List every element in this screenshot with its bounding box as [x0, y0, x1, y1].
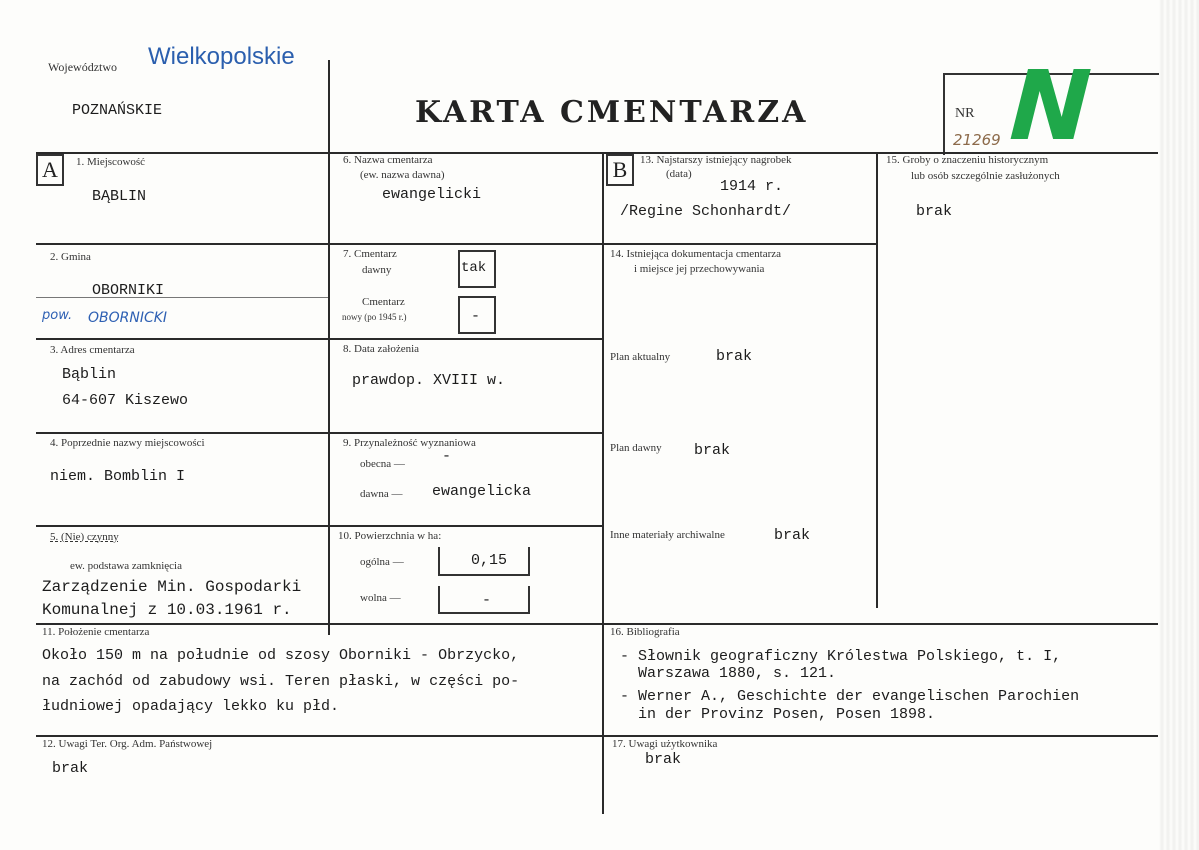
f10-wolna-value: -	[482, 592, 492, 609]
f9-obecna-label: obecna —	[360, 458, 405, 470]
f1-label: 1. Miejscowość	[76, 156, 146, 168]
f2-label: 2. Gmina	[50, 251, 91, 263]
f11-label: 11. Położenie cmentarza	[42, 626, 150, 638]
nr-label: NR	[955, 106, 975, 121]
divider	[36, 623, 1158, 625]
f17-label: 17. Uwagi użytkownika	[612, 738, 718, 750]
f16-item1-line2: Warszawa 1880, s. 121.	[620, 665, 837, 682]
section-b-box: B	[606, 154, 634, 186]
f11-line1: Około 150 m na południe od szosy Oborniki - Obrzycko,	[42, 647, 520, 664]
f4-label: 4. Poprzednie nazwy miejscowości	[50, 437, 205, 449]
f6-label: 6. Nazwa cmentarza	[343, 154, 433, 166]
divider	[328, 60, 330, 635]
f14-plan-aktualny-value: brak	[716, 348, 753, 365]
f14-inne-value: brak	[774, 527, 811, 544]
divider	[36, 297, 328, 298]
f1-value: BĄBLIN	[92, 188, 147, 205]
f15-sublabel: lub osób szczególnie zasłużonych	[911, 170, 1060, 182]
f9-dawna-label: dawna —	[360, 488, 403, 500]
f8-value: prawdop. XVIII w.	[352, 372, 506, 389]
f15-value: brak	[916, 203, 953, 220]
paper-edge	[1159, 0, 1199, 850]
f13-sublabel: (data)	[666, 168, 692, 180]
f13-label: 13. Najstarszy istniejący nagrobek	[640, 154, 792, 166]
voivodeship-label: Województwo	[48, 60, 118, 74]
f12-value: brak	[52, 760, 89, 777]
f13-value2: /Regine Schonhardt/	[620, 203, 792, 220]
divider	[36, 338, 602, 340]
divider	[876, 152, 878, 608]
f11-line3: łudniowej opadający lekko ku płd.	[42, 698, 340, 715]
f9-obecna-value: -	[442, 448, 452, 465]
f5-label: 5. (Nie) czynny	[50, 531, 119, 543]
f17-value: brak	[645, 751, 682, 768]
f11-line2: na zachód od zabudowy wsi. Teren płaski, w części po-	[42, 673, 520, 690]
f7-dawny-value: tak	[461, 260, 487, 276]
f7-dawny-label: dawny	[362, 264, 392, 276]
f14-plan-aktualny-label: Plan aktualny	[610, 351, 671, 363]
f3-line2: 64-607 Kiszewo	[62, 392, 189, 409]
f8-label: 8. Data założenia	[343, 343, 420, 355]
f10-wolna-label: wolna —	[360, 592, 401, 604]
f5-sublabel: ew. podstawa zamknięcia	[70, 560, 182, 572]
f3-line1: Bąblin	[62, 366, 117, 383]
f10-ogolna-label: ogólna —	[360, 556, 404, 568]
f14-label: 14. Istniejąca dokumentacja cmentarza	[610, 248, 782, 260]
f5-line1: Zarządzenie Min. Gospodarki	[42, 578, 302, 596]
f15-label: 15. Groby o znaczeniu historycznym	[886, 154, 1049, 166]
divider	[602, 243, 876, 245]
f14-inne-label: Inne materiały archiwalne	[610, 529, 725, 541]
f9-dawna-value: ewangelicka	[432, 483, 532, 500]
f14-plan-dawny-value: brak	[694, 442, 731, 459]
f7-nowy-value: -	[471, 308, 481, 325]
f10-ogolna-value: 0,15	[471, 552, 508, 569]
nr-number: 21269	[953, 131, 1001, 149]
f5-line2: Komunalnej z 10.03.1961 r.	[42, 601, 292, 619]
f2-value: OBORNIKI	[92, 282, 165, 299]
divider	[36, 735, 1158, 737]
f14-sublabel: i miejsce jej przechowywania	[634, 263, 765, 275]
divider	[602, 152, 604, 814]
divider	[36, 432, 602, 434]
f9-label: 9. Przynależność wyznaniowa	[343, 437, 476, 449]
f16-item2-line1: - Werner A., Geschichte der evangelischen Parochien	[620, 688, 1080, 705]
f3-label: 3. Adres cmentarza	[50, 344, 135, 356]
f2-pow-value: OBORNICKI	[88, 310, 168, 326]
f16-item2-line2: in der Provinz Posen, Posen 1898.	[620, 706, 936, 723]
f7-label: 7. Cmentarz	[343, 248, 397, 260]
f7-nowy-label: Cmentarz	[362, 296, 405, 308]
section-a-box: A	[36, 154, 64, 186]
f10-label: 10. Powierzchnia w ha:	[338, 530, 442, 542]
voivodeship-stamp: Wielkopolskie	[148, 43, 295, 70]
f6-sublabel: (ew. nazwa dawna)	[360, 169, 445, 181]
f13-value: 1914 r.	[720, 178, 784, 195]
f14-plan-dawny-label: Plan dawny	[610, 442, 662, 454]
f2-pow-label: pow.	[42, 308, 73, 323]
green-marker-letter: N	[996, 50, 1105, 162]
f4-value: niem. Bomblin I	[50, 468, 186, 485]
divider	[36, 525, 602, 527]
f6-value: ewangelicki	[382, 186, 482, 203]
old-voivodeship: POZNAŃSKIE	[72, 102, 163, 119]
f16-item1-line1: - Słownik geograficzny Królestwa Polskiego, t. I,	[620, 648, 1062, 665]
card-title: KARTA CMENTARZA	[415, 95, 809, 130]
f12-label: 12. Uwagi Ter. Org. Adm. Państwowej	[42, 738, 213, 750]
f7-nowy-sublabel: nowy (po 1945 r.)	[342, 312, 407, 322]
divider	[36, 243, 602, 245]
f16-label: 16. Bibliografia	[610, 626, 680, 638]
